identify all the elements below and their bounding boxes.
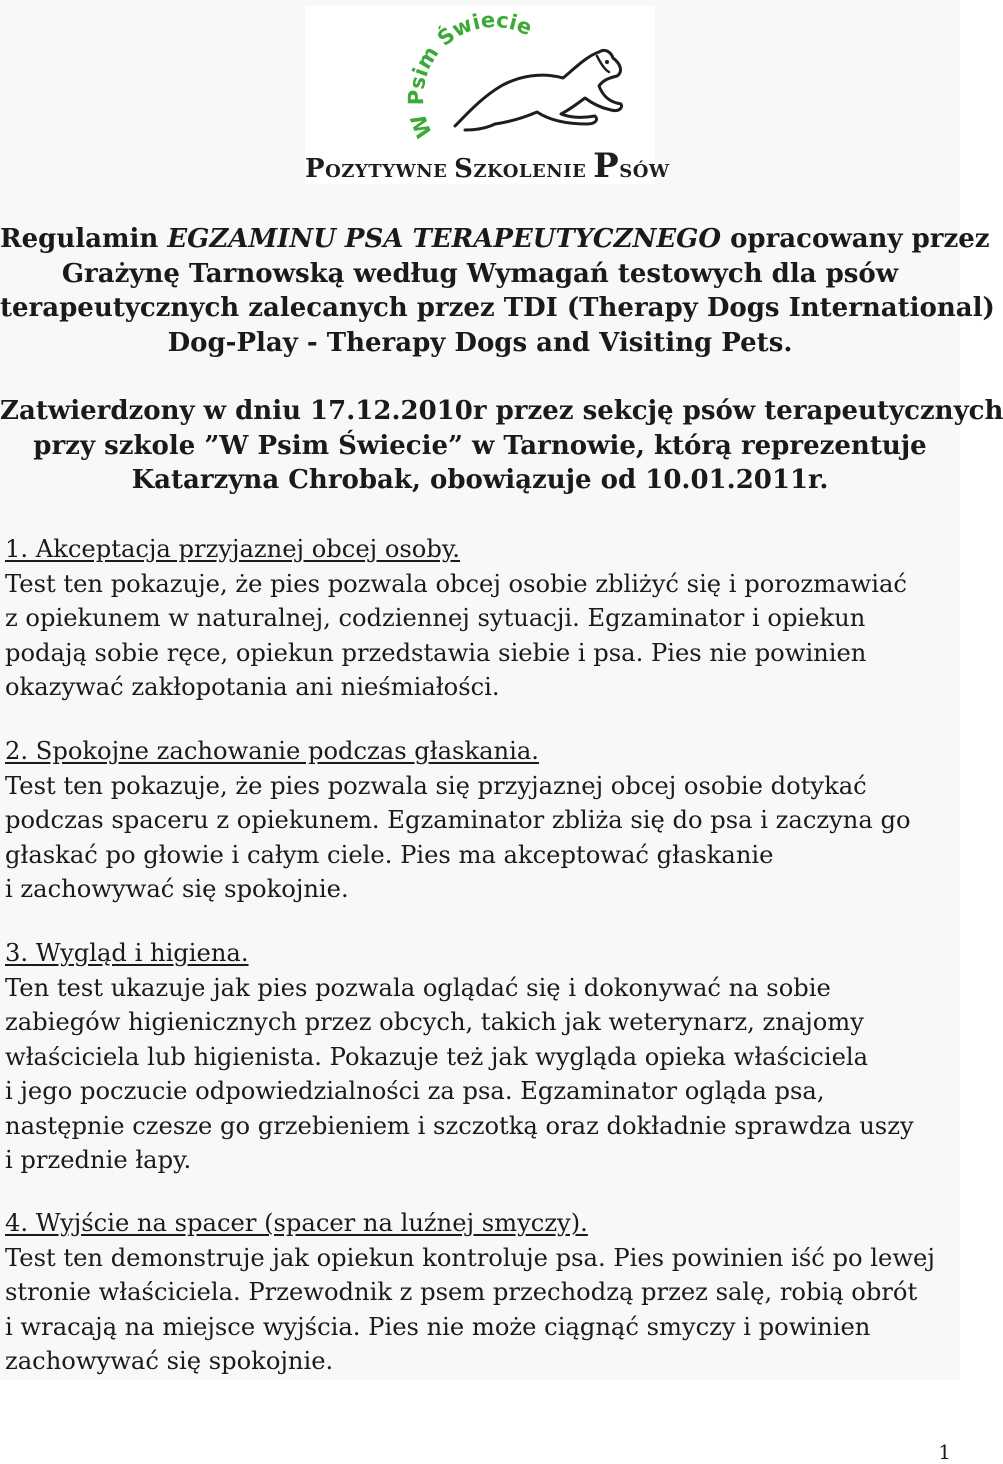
- section-line: zabiegów higienicznych przez obcych, takich jak weterynarz, znajomy: [5, 1008, 864, 1036]
- section-line: Test ten pokazuje, że pies pozwala obcej osobie zbliżyć się i porozmawiać: [5, 569, 907, 598]
- title-line: Dog-Play - Therapy Dogs and Visiting Pets.: [167, 327, 793, 358]
- section-line: i wracają na miejsce wyjścia. Pies nie może ciągnąć smyczy i powinien: [5, 1312, 871, 1341]
- section-line: i zachowywać się spokojnie.: [5, 875, 349, 903]
- section-line: następnie czesze go grzebieniem i szczotką oraz dokładnie sprawdza uszy: [5, 1111, 914, 1140]
- title-line: terapeutycznych zalecanych przez TDI (Therapy Dogs International): [0, 293, 995, 323]
- section-line: zachowywać się spokojnie.: [5, 1347, 334, 1375]
- page-number: 1: [938, 1440, 951, 1464]
- section-line: i przednie łapy.: [5, 1146, 192, 1174]
- exam-name: EGZAMINU PSA TERAPEUTYCZNEGO: [167, 224, 722, 254]
- section-line: podczas spaceru z opiekunem. Egzaminator zbliża się do psa i zaczyna go: [5, 806, 911, 834]
- dog-silhouette-icon: [305, 6, 655, 146]
- section-line: okazywać zakłopotania ani nieśmiałości.: [5, 673, 500, 701]
- section-petting: [5, 734, 960, 907]
- section-line: stronie właściciela. Przewodnik z psem przechodzą przez salę, robią obrót: [5, 1278, 918, 1306]
- section-line: z opiekunem w naturalnej, codziennej sytuacji. Egzaminator i opiekun: [5, 604, 866, 632]
- approval-line: Katarzyna Chrobak, obowiązuje od 10.01.2011r.: [131, 465, 829, 495]
- approval-line: przy szkole ”W Psim Świecie” w Tarnowie, którą reprezentuje: [33, 430, 927, 461]
- section-acceptance: [5, 532, 960, 705]
- section-heading: 3. Wygląd i higiena.: [5, 939, 249, 967]
- section-line: Test ten demonstruje jak opiekun kontroluje psa. Pies powinien iść po lewej: [5, 1243, 935, 1272]
- approval-line: Zatwierdzony w dniu 17.12.2010r przez sekcję psów terapeutycznych: [0, 396, 1003, 426]
- document-title: [0, 222, 995, 360]
- section-line: Ten test ukazuje jak pies pozwala oglądać się i dokonywać na sobie: [5, 973, 831, 1002]
- section-line: właściciela lub higienista. Pokazuje też jak wygląda opieka właściciela: [5, 1042, 869, 1071]
- section-line: głaskać po głowie i całym ciele. Pies ma akceptować głaskanie: [5, 840, 774, 869]
- approval-note: [0, 394, 1003, 498]
- school-logo: [305, 6, 670, 186]
- section-line: podają sobie ręce, opiekun przedstawia siebie i psa. Pies nie powinien: [5, 638, 867, 667]
- title-line: Grażynę Tarnowską według Wymagań testowych dla psów: [61, 258, 899, 289]
- logo-arc-text: W Psim Świecie: [404, 7, 536, 142]
- section-walk: [5, 1206, 960, 1379]
- title-line: [0, 222, 990, 257]
- logo-tagline: POZYTYWNE SZKOLENIE PSÓW: [305, 146, 670, 186]
- section-line: i jego poczucie odpowiedzialności za psa. Egzaminator ogląda psa,: [5, 1077, 825, 1105]
- title-text: Regulamin: [0, 224, 168, 254]
- section-grooming: [5, 936, 960, 1178]
- title-text: opracowany przez: [721, 224, 990, 254]
- section-heading: 4. Wyjście na spacer (spacer na luźnej smyczy).: [5, 1209, 588, 1237]
- section-heading: 1. Akceptacja przyjaznej obcej osoby.: [5, 535, 460, 563]
- section-line: Test ten pokazuje, że pies pozwala się przyjaznej obcej osobie dotykać: [5, 771, 867, 800]
- section-heading: 2. Spokojne zachowanie podczas głaskania.: [5, 737, 539, 765]
